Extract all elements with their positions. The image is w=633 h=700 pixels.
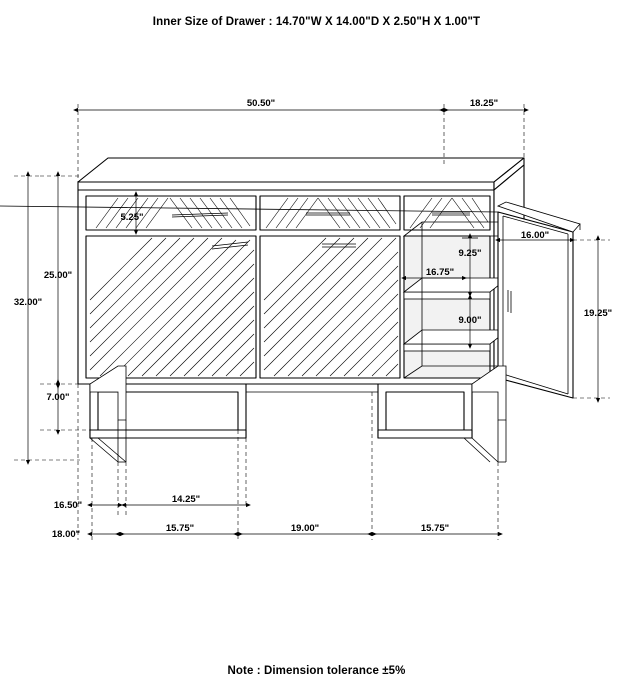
dimension-section-left-width (120, 523, 238, 534)
dimension-leg-height (40, 384, 92, 430)
dim-label-14-25: 14.25" (171, 494, 201, 505)
dim-label-16-00: 16.00" (520, 230, 550, 241)
dim-label-16-50: 16.50" (53, 500, 83, 511)
dimension-door-height (573, 240, 612, 398)
dimension-top-width-right (444, 98, 524, 160)
dim-label-9-25: 9.25" (458, 248, 482, 259)
dim-label-25-00: 25.00" (43, 270, 73, 281)
dim-label-18-00: 18.00" (51, 529, 81, 540)
tolerance-note: Note : Dimension tolerance ±5% (227, 665, 406, 677)
dimension-overall-depth (52, 438, 120, 540)
dimension-base-depth-inner (54, 500, 118, 511)
dim-label-19-00: 19.00" (290, 523, 320, 534)
dim-label-15-75-right: 15.75" (420, 523, 450, 534)
dimension-section-right-width (372, 523, 498, 534)
dim-label-16-75: 16.75" (425, 267, 455, 278)
dimension-overall-height (14, 176, 80, 460)
dimension-leg-span (126, 494, 246, 505)
cabinet-body (0, 158, 580, 462)
dim-label-7-00: 7.00" (46, 392, 70, 403)
dim-label-5-25: 5.25" (120, 212, 144, 223)
dim-label-15-75-left: 15.75" (165, 523, 195, 534)
dim-label-9-00: 9.00" (458, 315, 482, 326)
page-title: Inner Size of Drawer : 14.70"W X 14.00"D X 2.50"H X 1.00"T (152, 16, 481, 28)
dim-label-50-50: 50.50" (246, 98, 276, 109)
dimension-section-center-width (238, 523, 372, 534)
dim-label-19-25: 19.25" (583, 308, 613, 319)
dim-label-18-25: 18.25" (469, 98, 499, 109)
dim-label-32-00: 32.00" (13, 297, 43, 308)
